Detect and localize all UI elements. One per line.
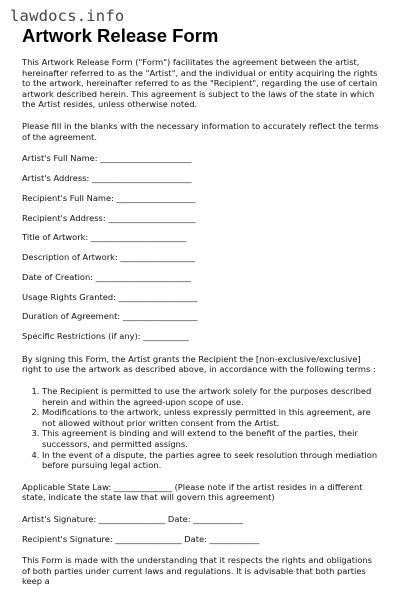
- artist-signature-line: Artist's Signature: ________________ Date: ____________: [22, 513, 243, 524]
- form-title: Artwork Release Form: [22, 25, 219, 46]
- field-usage-rights: Usage Rights Granted: ___________________: [22, 291, 198, 302]
- terms-list-item: 2. Modifications to the artwork, unless expressly permitted in this agreement, are not allowed without prior written consent from the Artist.: [42, 407, 380, 428]
- grant-paragraph: By signing this Form, the Artist grants the Recipient the [non-exclusive/exclusive] right to use the artwork as described above, in accordance with the following terms :: [22, 353, 376, 375]
- terms-list-item: 3. This agreement is binding and will extend to the benefit of the parties, their successors, and permitted assigns.: [42, 428, 380, 449]
- field-artwork-title: Title of Artwork: _______________________: [22, 232, 187, 243]
- field-artist-name: Artist's Full Name: ______________________: [22, 153, 192, 164]
- terms-list: [22, 386, 380, 471]
- terms-list-item: 1. The Recipient is permitted to use the artwork solely for the purposes described herein and within the agreed-upon scope of use.: [42, 386, 380, 407]
- intro-paragraph: This Artwork Release Form ("Form") facilitates the agreement between the artist, hereinafter referred to as the "Artist", and the individual or entity acquiring the rights to the artwork, hereinafter referred to as the "Recipient", regarding the use of certain artwork described herein. This agreement is subject to the laws of the state in which the Artist resides, unless otherwise noted.: [22, 57, 378, 110]
- field-artwork-description: Description of Artwork: __________________: [22, 252, 196, 263]
- form-body: [22, 57, 380, 598]
- state-law-paragraph: Applicable State Law: ______________ (Please note if the artist resides in a different state, indicate the state law that will govern this agreement): [22, 481, 363, 503]
- field-recipient-name: Recipient's Full Name: ___________________: [22, 192, 196, 203]
- closing-paragraph: This Form is made with the understanding that it respects the rights and obligations of both parties under current laws and regulations. It is advisable that both parties keep a: [22, 555, 372, 587]
- field-recipient-address: Recipient's Address: _____________________: [22, 212, 196, 223]
- instruction-paragraph: Please fill in the blanks with the necessary information to accurately reflect the terms of the agreement.: [22, 120, 379, 142]
- field-creation-date: Date of Creation: _______________________: [22, 271, 192, 282]
- terms-list-item: 4. In the event of a dispute, the parties agree to seek resolution through mediation before pursuing legal action.: [42, 450, 380, 471]
- watermark: lawdocs.info: [10, 7, 125, 25]
- field-agreement-duration: Duration of Agreement: __________________: [22, 311, 198, 322]
- recipient-signature-line: Recipient's Signature: ________________ Date: ____________: [22, 533, 260, 544]
- field-artist-address: Artist's Address: ________________________: [22, 172, 192, 183]
- field-specific-restrictions: Specific Restrictions (if any): ___________: [22, 331, 189, 342]
